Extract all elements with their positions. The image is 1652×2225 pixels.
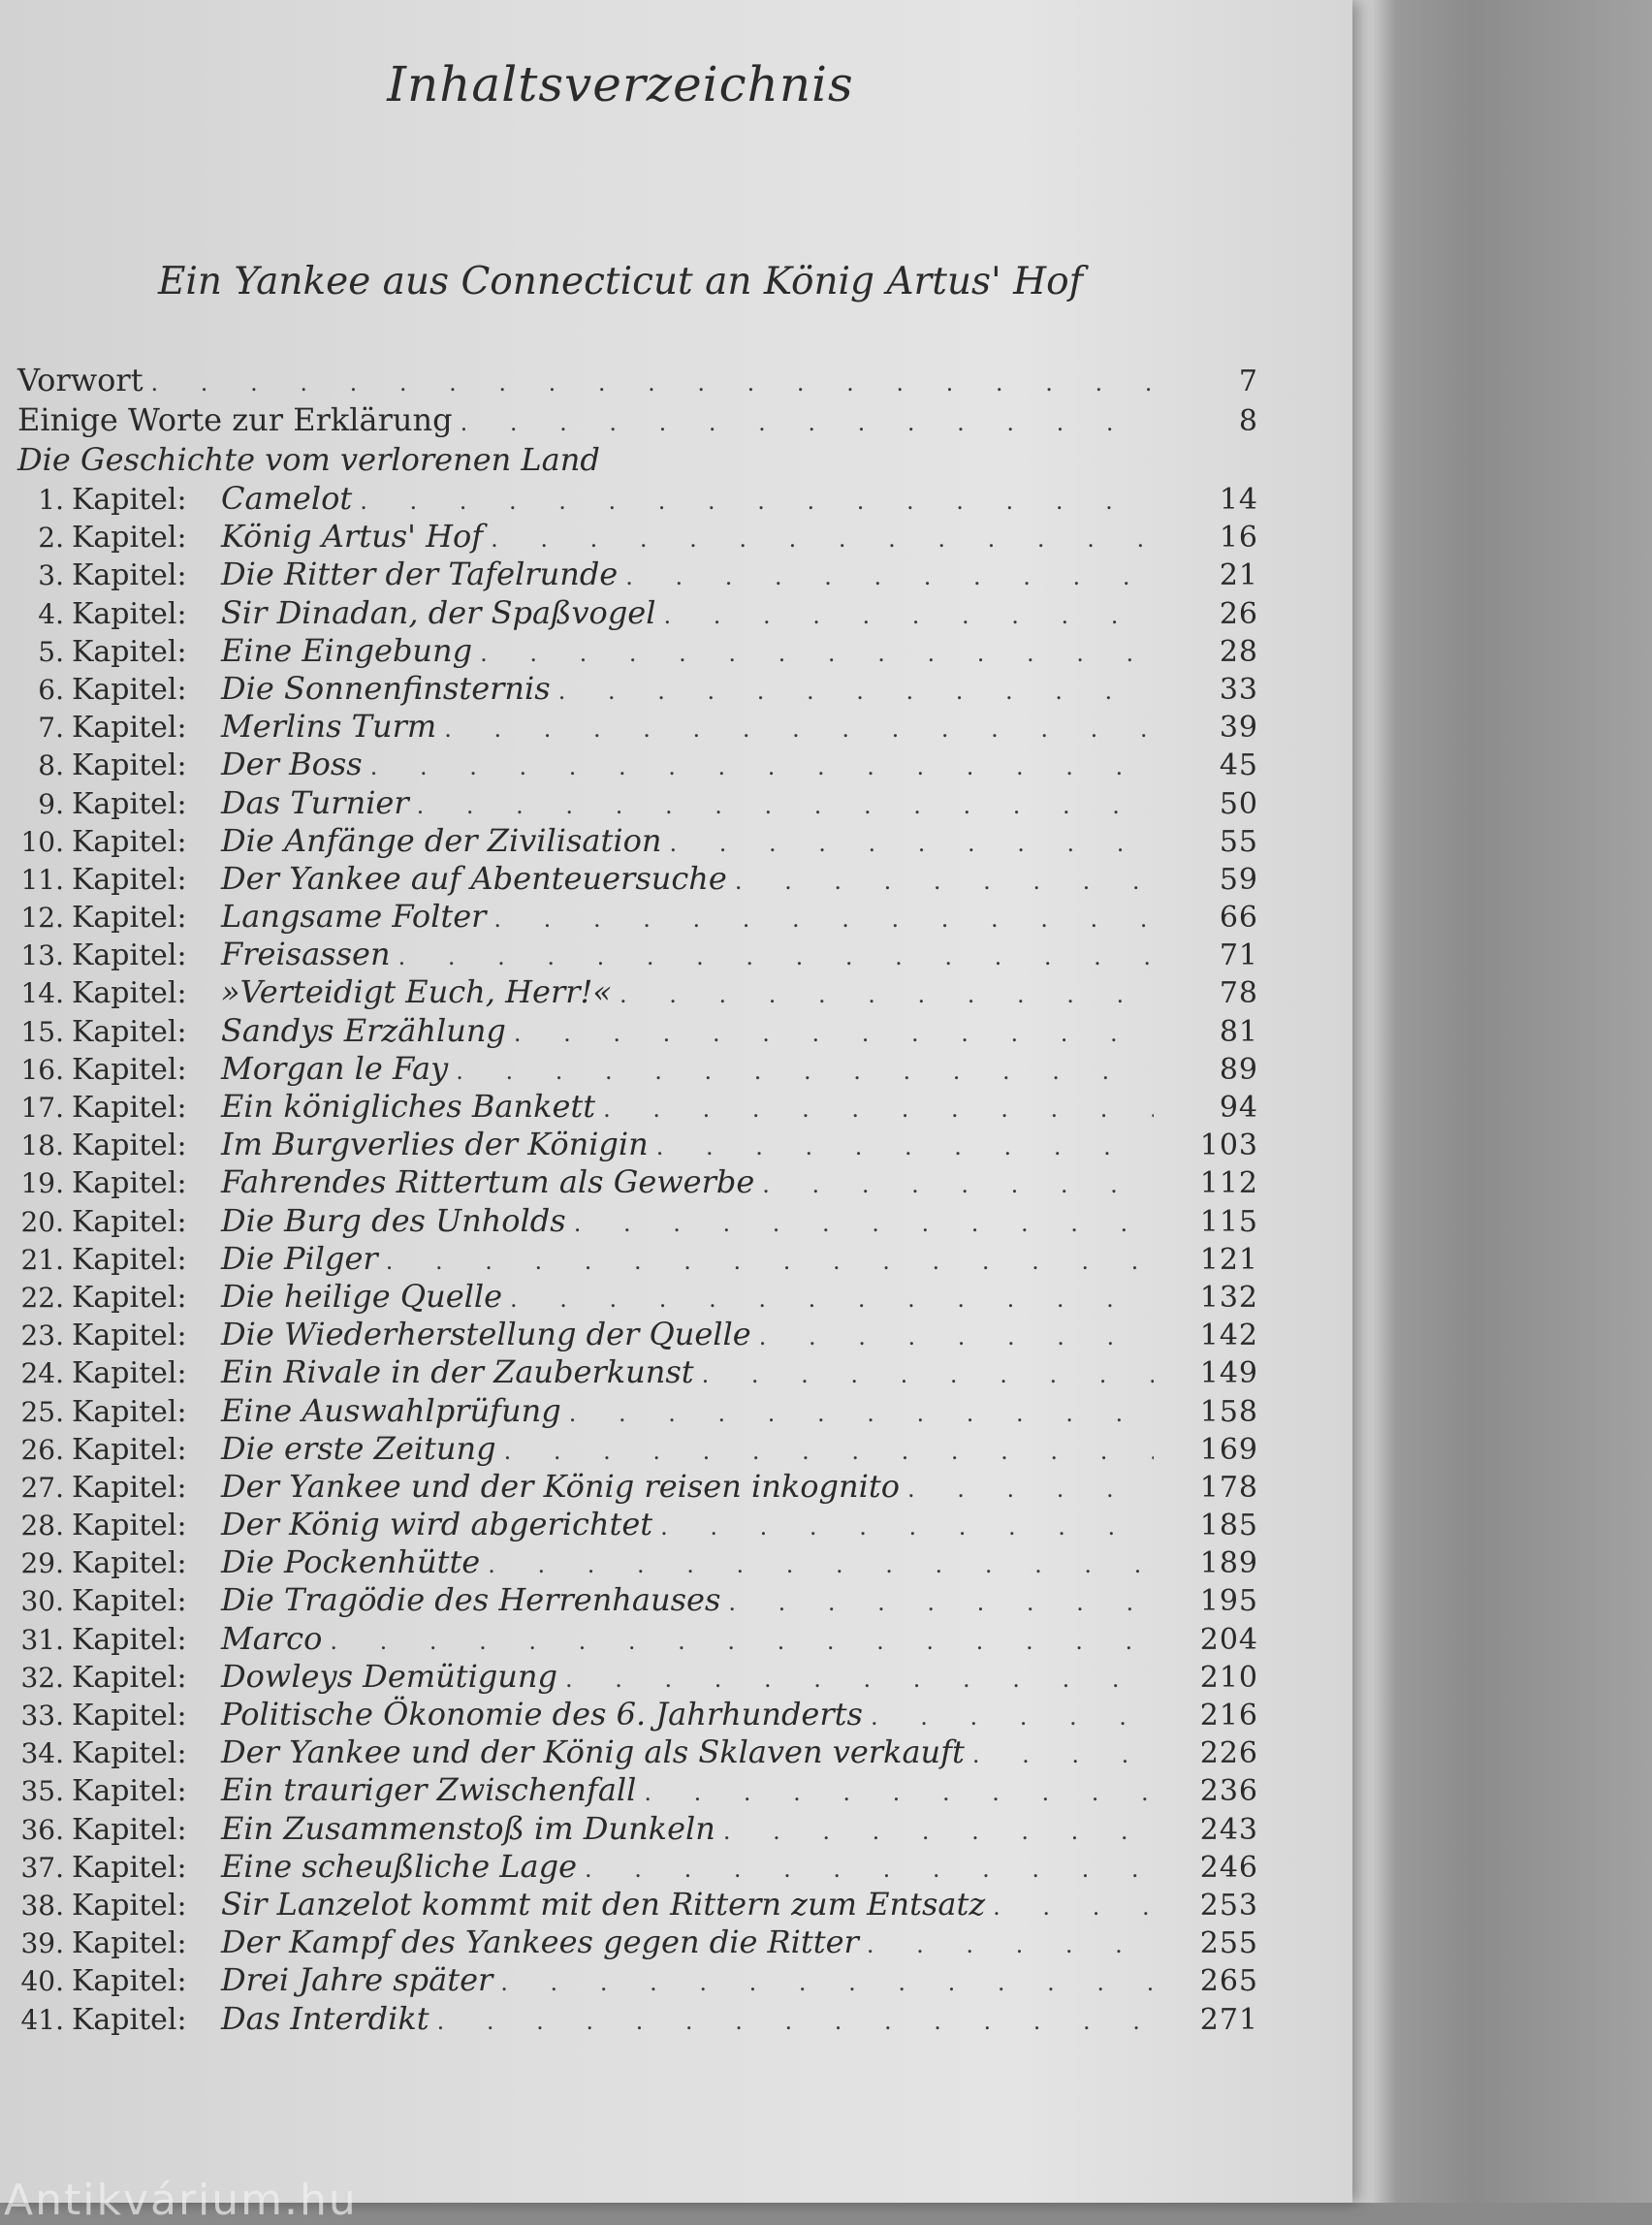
- dot-leader: [558, 673, 1154, 711]
- chapter-kapitel-label: Kapitel:: [72, 862, 187, 897]
- toc-chapter-row: [17, 594, 1258, 632]
- chapter-title: Eine Eingebung: [221, 631, 473, 669]
- dot-leader: [504, 1433, 1154, 1471]
- chapter-page: 195: [1199, 1584, 1258, 1619]
- chapter-kapitel-label: Kapitel:: [72, 1850, 187, 1885]
- chapter-page: 115: [1199, 1204, 1258, 1239]
- toc-chapter-row: [17, 670, 1258, 708]
- chapter-kapitel-label: Kapitel:: [72, 1622, 187, 1657]
- chapter-number: 29.: [20, 1547, 64, 1580]
- toc-chapter-row: [17, 860, 1258, 898]
- chapter-kapitel-label: Kapitel:: [72, 1584, 187, 1619]
- toc-chapter-row: [17, 632, 1258, 670]
- chapter-kapitel-label: Kapitel:: [72, 1356, 187, 1391]
- dot-leader: [669, 825, 1154, 863]
- chapter-page: 169: [1199, 1432, 1258, 1467]
- chapter-kapitel-label: Kapitel:: [72, 1660, 187, 1695]
- chapter-kapitel-label: Kapitel:: [72, 1014, 187, 1049]
- chapter-number: 27.: [20, 1471, 64, 1504]
- dot-leader: [151, 364, 1154, 403]
- chapter-number: 20.: [20, 1205, 64, 1238]
- chapter-number: 36.: [20, 1813, 64, 1846]
- chapter-page: 243: [1199, 1812, 1258, 1847]
- chapter-kapitel-label: Kapitel:: [72, 1699, 187, 1732]
- chapter-kapitel-label: Kapitel:: [72, 1546, 187, 1581]
- chapter-number: 23.: [20, 1319, 64, 1352]
- chapter-kapitel-label: Kapitel:: [72, 1470, 187, 1505]
- dot-leader: [993, 1889, 1154, 1926]
- chapter-page: 71: [1219, 938, 1258, 973]
- chapter-title: Die heilige Quelle: [221, 1277, 503, 1315]
- chapter-kapitel-label: Kapitel:: [72, 1774, 187, 1809]
- chapter-title: Das Turnier: [221, 783, 409, 821]
- chapter-number: 3.: [38, 559, 64, 592]
- chapter-page: 246: [1199, 1850, 1258, 1885]
- chapter-kapitel-label: Kapitel:: [72, 1242, 187, 1277]
- toc-chapter-row: [17, 1278, 1258, 1316]
- dot-leader: [480, 635, 1154, 673]
- chapter-title: Die Wiederherstellung der Quelle: [221, 1316, 751, 1353]
- chapter-title: Die Tragödie des Herrenhauses: [221, 1581, 721, 1619]
- chapter-title: Die erste Zeitung: [221, 1429, 496, 1467]
- chapter-kapitel-label: Kapitel:: [72, 1812, 187, 1847]
- dot-leader: [972, 1736, 1154, 1774]
- chapter-title: Der Boss: [221, 746, 363, 783]
- chapter-title: Die Anfänge der Zivilisation: [221, 821, 662, 859]
- dot-leader: [660, 1509, 1154, 1546]
- dot-leader: [574, 1205, 1154, 1243]
- chapter-kapitel-label: Kapitel:: [72, 1926, 187, 1961]
- toc-chapter-row: [17, 1163, 1258, 1201]
- chapter-page: 149: [1199, 1356, 1258, 1391]
- chapter-number: 37.: [20, 1851, 64, 1884]
- toc-chapter-row: [17, 936, 1258, 973]
- chapter-number: 4.: [38, 597, 64, 630]
- toc-chapter-row: [17, 2000, 1258, 2038]
- chapter-title: Eine Auswahlprüfung: [221, 1391, 561, 1429]
- chapter-kapitel-label: Kapitel:: [72, 1509, 187, 1543]
- toc-chapter-row: [17, 1771, 1258, 1809]
- chapter-title: Sir Dinadan, der Spaßvogel: [221, 593, 656, 631]
- chapter-page: 265: [1199, 1964, 1258, 1999]
- dot-leader: [398, 938, 1154, 976]
- toc-chapter-row: [17, 1316, 1258, 1353]
- chapter-kapitel-label: Kapitel:: [72, 634, 187, 669]
- chapter-number: 31.: [20, 1623, 64, 1656]
- chapter-page: 89: [1219, 1052, 1258, 1087]
- chapter-kapitel-label: Kapitel:: [72, 1394, 187, 1429]
- chapter-number: 14.: [20, 977, 64, 1010]
- dot-leader: [330, 1623, 1154, 1661]
- chapter-page: 158: [1199, 1394, 1258, 1429]
- chapter-number: 39.: [20, 1927, 64, 1960]
- dot-leader: [569, 1395, 1154, 1433]
- dot-leader: [370, 748, 1154, 786]
- toc-chapter-row: [17, 1696, 1258, 1733]
- chapter-title: Langsame Folter: [221, 898, 487, 936]
- chapter-kapitel-label: Kapitel:: [72, 1319, 187, 1353]
- chapter-kapitel-label: Kapitel:: [72, 1736, 187, 1771]
- chapter-kapitel-label: Kapitel:: [72, 976, 187, 1011]
- chapter-title: Ein Rivale in der Zauberkunst: [221, 1353, 694, 1391]
- chapter-number: 32.: [20, 1661, 64, 1694]
- dot-leader: [514, 1015, 1154, 1053]
- dot-leader: [762, 1166, 1154, 1204]
- dot-leader: [603, 1091, 1154, 1128]
- chapter-title: Die Ritter der Tafelrunde: [221, 556, 619, 593]
- toc-chapter-row: [17, 1353, 1258, 1391]
- chapter-page: 189: [1199, 1546, 1258, 1581]
- chapter-title: Der Yankee auf Abenteuersuche: [221, 859, 727, 897]
- chapter-kapitel-label: Kapitel:: [72, 711, 187, 746]
- dot-leader: [417, 787, 1154, 825]
- dot-leader: [493, 901, 1154, 938]
- chapter-page: 236: [1199, 1774, 1258, 1809]
- toc-chapter-row: [17, 1202, 1258, 1240]
- dot-leader: [565, 1661, 1154, 1699]
- chapter-number: 38.: [20, 1889, 64, 1922]
- chapter-number: 6.: [38, 673, 64, 706]
- chapter-number: 21.: [20, 1243, 64, 1276]
- toc-chapter-row: [17, 1733, 1258, 1771]
- chapter-page: 121: [1199, 1242, 1258, 1277]
- chapter-title: Der Yankee und der König als Sklaven verkauft: [221, 1733, 965, 1771]
- chapter-kapitel-label: Kapitel:: [72, 824, 187, 859]
- toc-row-front-matter: [17, 361, 1258, 400]
- chapter-title: Die Sonnenfinsternis: [221, 669, 551, 707]
- chapter-kapitel-label: Kapitel:: [72, 901, 187, 936]
- chapter-title: Politische Ökonomie des 6. Jahrhunderts: [221, 1696, 863, 1732]
- chapter-page: 14: [1219, 483, 1258, 517]
- dot-leader: [437, 2003, 1154, 2041]
- toc-section-heading: [17, 440, 1258, 480]
- chapter-kapitel-label: Kapitel:: [72, 1964, 187, 1999]
- dot-leader: [386, 1243, 1154, 1281]
- dot-leader: [444, 711, 1154, 748]
- toc-chapter-row: [17, 1392, 1258, 1430]
- toc-chapter-row: [17, 784, 1258, 822]
- chapter-title: Der König wird abgerichtet: [221, 1506, 653, 1543]
- chapter-number: 25.: [20, 1395, 64, 1428]
- chapter-title: Eine scheußliche Lage: [221, 1847, 578, 1885]
- chapter-kapitel-label: Kapitel:: [72, 672, 187, 707]
- watermark-logo: Antikvárium.hu: [4, 2176, 358, 2225]
- chapter-title: Freisassen: [221, 936, 391, 973]
- toc-chapter-row: [17, 1506, 1258, 1543]
- dot-leader: [585, 1851, 1154, 1889]
- dot-leader: [488, 1546, 1154, 1584]
- toc-chapter-row: [17, 1430, 1258, 1468]
- chapter-page: 78: [1219, 976, 1258, 1011]
- chapter-title: König Artus' Hof: [221, 518, 484, 556]
- dot-leader: [461, 403, 1154, 443]
- chapter-page: 59: [1219, 862, 1258, 897]
- chapter-number: 18.: [20, 1129, 64, 1162]
- dot-leader: [500, 1964, 1154, 2002]
- chapter-page: 16: [1219, 521, 1258, 556]
- dot-leader: [759, 1319, 1154, 1356]
- chapter-page: 255: [1199, 1926, 1258, 1961]
- chapter-page: 253: [1199, 1888, 1258, 1923]
- toc-chapter-row: [17, 480, 1258, 518]
- chapter-title: Im Burgverlies der Königin: [221, 1126, 649, 1163]
- toc-chapter-row: [17, 1658, 1258, 1696]
- toc-chapter-row: [17, 1581, 1258, 1619]
- toc-chapter-row: [17, 1012, 1258, 1050]
- toc-chapter-row: [17, 1240, 1258, 1278]
- chapter-number: 1.: [38, 484, 64, 516]
- chapter-kapitel-label: Kapitel:: [72, 1888, 187, 1923]
- dot-leader: [728, 1584, 1154, 1622]
- chapter-page: 26: [1219, 596, 1258, 631]
- chapter-kapitel-label: Kapitel:: [72, 2002, 187, 2037]
- chapter-page: 216: [1199, 1699, 1258, 1732]
- chapter-page: 132: [1199, 1280, 1258, 1315]
- toc-chapter-row: [17, 1468, 1258, 1506]
- dot-leader: [456, 1053, 1154, 1091]
- toc-chapter-row: [17, 1050, 1258, 1088]
- chapter-title: »Verteidigt Euch, Herr!«: [221, 973, 612, 1011]
- toc-chapter-row: [17, 746, 1258, 783]
- chapter-title: Marco: [221, 1619, 323, 1657]
- toc-chapter-row: [17, 1543, 1258, 1581]
- front-matter-label: Einige Worte zur Erklärung: [17, 401, 453, 438]
- chapter-number: 26.: [20, 1433, 64, 1466]
- chapter-page: 66: [1219, 901, 1258, 936]
- chapter-kapitel-label: Kapitel:: [72, 786, 187, 821]
- chapter-number: 34.: [20, 1737, 64, 1770]
- dot-leader: [491, 521, 1154, 558]
- chapter-title: Drei Jahre später: [221, 1961, 493, 1999]
- chapter-number: 19.: [20, 1167, 64, 1200]
- chapter-kapitel-label: Kapitel:: [72, 1204, 187, 1239]
- toc-chapter-row: [17, 1886, 1258, 1923]
- toc-chapter-row: [17, 973, 1258, 1011]
- toc-chapter-row: [17, 1620, 1258, 1658]
- dot-leader: [907, 1471, 1154, 1509]
- toc-chapter-row: [17, 1810, 1258, 1848]
- chapter-page: 178: [1199, 1470, 1258, 1505]
- toc-chapter-row: [17, 898, 1258, 936]
- chapter-kapitel-label: Kapitel:: [72, 558, 187, 593]
- chapter-title: Die Pilger: [221, 1239, 378, 1277]
- chapter-number: 33.: [20, 1700, 64, 1732]
- chapter-page: 226: [1199, 1736, 1258, 1771]
- toc-chapter-row: [17, 822, 1258, 860]
- front-matter-label: Vorwort: [17, 362, 143, 398]
- chapter-page: 50: [1219, 786, 1258, 821]
- chapter-number: 11.: [20, 863, 64, 896]
- chapter-kapitel-label: Kapitel:: [72, 1166, 187, 1201]
- chapter-title: Sir Lanzelot kommt mit den Rittern zum Entsatz: [221, 1885, 986, 1923]
- front-matter-page: 8: [1238, 404, 1258, 438]
- dot-leader: [871, 1699, 1154, 1736]
- chapter-number: 7.: [38, 712, 64, 745]
- chapter-title: Ein königliches Bankett: [221, 1088, 596, 1125]
- chapter-title: Ein Zusammenstoß im Dunkeln: [221, 1809, 715, 1847]
- chapter-number: 2.: [38, 522, 64, 555]
- chapter-page: 39: [1219, 711, 1258, 746]
- chapter-page: 210: [1199, 1660, 1258, 1695]
- chapter-page: 112: [1199, 1166, 1258, 1201]
- page-title: Inhaltsverzeichnis: [387, 56, 854, 112]
- dot-leader: [510, 1281, 1154, 1319]
- chapter-title: Der Kampf des Yankees gegen die Ritter: [221, 1923, 859, 1961]
- chapter-title: Das Interdikt: [221, 1999, 429, 2037]
- dot-leader: [702, 1356, 1154, 1394]
- chapter-page: 185: [1199, 1509, 1258, 1543]
- chapter-page: 45: [1219, 748, 1258, 783]
- chapter-title: Fahrendes Rittertum als Gewerbe: [221, 1163, 755, 1201]
- chapter-title: Dowleys Demütigung: [221, 1657, 557, 1695]
- front-matter-page: 7: [1238, 365, 1258, 398]
- toc-chapter-row: [17, 1961, 1258, 1999]
- chapter-number: 17.: [20, 1092, 64, 1124]
- chapter-kapitel-label: Kapitel:: [72, 596, 187, 631]
- toc-chapter-row: [17, 708, 1258, 746]
- dot-leader: [625, 558, 1154, 596]
- chapter-number: 24.: [20, 1357, 64, 1390]
- chapter-number: 30.: [20, 1585, 64, 1618]
- toc-chapter-row: [17, 518, 1258, 556]
- chapter-kapitel-label: Kapitel:: [72, 1052, 187, 1087]
- toc-chapter-row: [17, 1848, 1258, 1886]
- chapter-title: Ein trauriger Zwischenfall: [221, 1771, 637, 1809]
- dot-leader: [360, 483, 1154, 521]
- dot-leader: [723, 1813, 1154, 1851]
- chapter-page: 204: [1199, 1622, 1258, 1657]
- chapter-number: 35.: [20, 1775, 64, 1808]
- chapter-page: 142: [1199, 1319, 1258, 1353]
- section-heading: Die Geschichte vom verlorenen Land: [17, 441, 600, 478]
- chapter-number: 10.: [20, 825, 64, 858]
- chapter-page: 271: [1199, 2002, 1258, 2037]
- dot-leader: [735, 863, 1154, 901]
- toc-chapter-row: [17, 1126, 1258, 1163]
- chapter-page: 21: [1219, 558, 1258, 593]
- chapter-kapitel-label: Kapitel:: [72, 1432, 187, 1467]
- toc-chapter-row: [17, 1923, 1258, 1961]
- dot-leader: [620, 976, 1154, 1014]
- chapter-kapitel-label: Kapitel:: [72, 1280, 187, 1315]
- dot-leader: [663, 597, 1154, 635]
- chapter-number: 28.: [20, 1510, 64, 1542]
- chapter-number: 12.: [20, 902, 64, 935]
- chapter-title: Camelot: [221, 480, 353, 517]
- chapter-number: 15.: [20, 1015, 64, 1048]
- book-title: Ein Yankee aus Connecticut an König Artus' Hof: [157, 260, 1084, 303]
- chapter-title: Sandys Erzählung: [221, 1011, 506, 1049]
- chapter-title: Die Pockenhütte: [221, 1543, 481, 1581]
- toc-chapter-row: [17, 1088, 1258, 1126]
- chapter-title: Morgan le Fay: [221, 1049, 449, 1087]
- dot-leader: [644, 1774, 1154, 1812]
- chapter-title: Merlins Turm: [221, 708, 437, 746]
- chapter-kapitel-label: Kapitel:: [72, 483, 187, 517]
- dot-leader: [867, 1926, 1154, 1964]
- table-of-contents: [17, 361, 1258, 2038]
- chapter-page: 94: [1219, 1091, 1258, 1125]
- chapter-number: 41.: [20, 2003, 64, 2036]
- chapter-page: 81: [1219, 1014, 1258, 1049]
- chapter-kapitel-label: Kapitel:: [72, 521, 187, 556]
- toc-chapter-row: [17, 556, 1258, 593]
- chapter-kapitel-label: Kapitel:: [72, 748, 187, 783]
- toc-row-front-matter: [17, 400, 1258, 440]
- chapter-kapitel-label: Kapitel:: [72, 1128, 187, 1163]
- chapter-page: 28: [1219, 634, 1258, 669]
- chapter-number: 13.: [20, 939, 64, 972]
- chapter-number: 9.: [38, 787, 64, 820]
- chapter-title: Die Burg des Unholds: [221, 1201, 566, 1239]
- chapter-page: 103: [1199, 1128, 1258, 1163]
- dot-leader: [656, 1128, 1154, 1166]
- chapter-page: 55: [1219, 824, 1258, 859]
- chapter-number: 5.: [38, 635, 64, 668]
- chapter-list: [17, 480, 1258, 2038]
- chapter-number: 22.: [20, 1281, 64, 1314]
- chapter-kapitel-label: Kapitel:: [72, 938, 187, 973]
- chapter-number: 8.: [38, 749, 64, 782]
- chapter-title: Der Yankee und der König reisen inkognito: [221, 1467, 900, 1505]
- chapter-page: 33: [1219, 672, 1258, 707]
- chapter-kapitel-label: Kapitel:: [72, 1091, 187, 1125]
- chapter-number: 40.: [20, 1965, 64, 1998]
- chapter-number: 16.: [20, 1053, 64, 1086]
